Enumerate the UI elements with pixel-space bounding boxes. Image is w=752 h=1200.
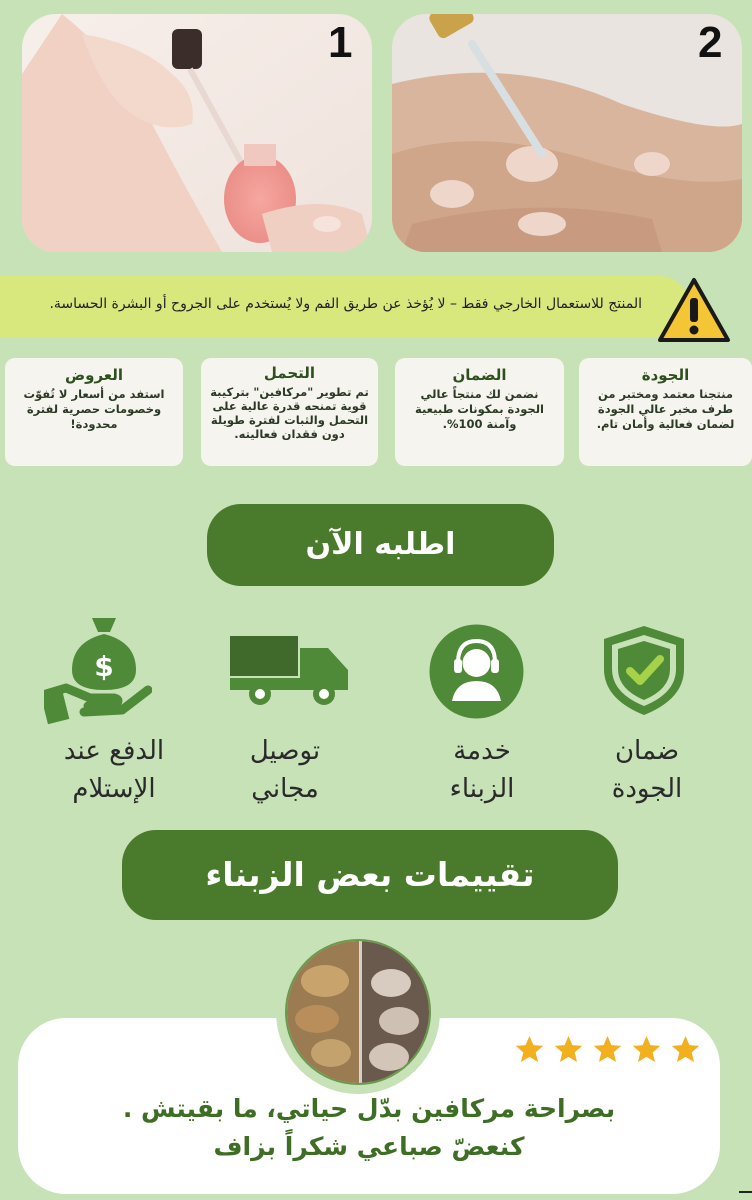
feature-card-offers	[5, 358, 183, 466]
edge-mark	[739, 1191, 752, 1193]
service-label-delivery: توصيل مجاني	[249, 736, 321, 804]
feature-card-durability	[201, 358, 378, 466]
photo-applying-oil	[22, 14, 372, 252]
review-text	[18, 1090, 720, 1166]
feature-card-guarantee	[395, 358, 564, 466]
photo-nail-dropper	[392, 14, 742, 252]
feature-body: منتجنا معتمد ومختبر من طرف مخبر عالي الجودة لضمان فعالية وأمان تام.	[596, 387, 735, 431]
star-icon	[553, 1034, 584, 1065]
rating-stars	[514, 1034, 701, 1065]
feature-card-quality	[579, 358, 752, 466]
feature-body: استفد من أسعار لا تُفوّت وخصومات حصرية لفترة محدودة!	[23, 387, 165, 431]
step-number-1: 1	[328, 18, 353, 67]
feature-title: الضمان	[452, 366, 507, 384]
service-label-quality: ضمان الجودة	[611, 736, 683, 804]
money-bag-hand-icon	[44, 614, 152, 726]
hand-dropper-photo	[22, 14, 372, 252]
feature-title: التحمل	[263, 364, 316, 382]
review-line-1: بصراحة مركافين بدّل حياتي، ما بقيتش .	[122, 1094, 616, 1123]
nail-dropper-photo	[392, 14, 742, 252]
before-after-nails-photo	[287, 941, 431, 1085]
star-icon	[514, 1034, 545, 1065]
warning-text: المنتج للاستعمال الخارجي فقط – لا يُؤخذ عن طريق الفم ولا يُستخدم على الجروح أو البشرة الحساسة.	[49, 296, 642, 312]
delivery-truck-icon	[230, 636, 350, 708]
star-icon	[592, 1034, 623, 1065]
feature-body: نضمن لك منتجاً عالي الجودة بمكونات طبيعية وآمنة 100%.	[415, 387, 544, 431]
warning-banner	[0, 276, 690, 338]
feature-title: العروض	[64, 366, 124, 384]
shield-check-icon	[600, 623, 688, 717]
star-icon	[631, 1034, 662, 1065]
order-now-button[interactable]: اطلبه الآن	[207, 504, 554, 586]
warning-triangle-icon	[657, 276, 731, 344]
star-icon	[670, 1034, 701, 1065]
review-line-2: كنعضّ صباعي شكراً بزاف	[213, 1132, 525, 1161]
reviewer-avatar	[276, 930, 440, 1094]
feature-body: تم تطوير "مركافين" بتركيبة قوية تمنحه قدرة عالية على التحمل والثبات لفترة طويلة دون فقدان فعاليته.	[210, 385, 369, 441]
customer-reviews-button[interactable]: تقييمات بعض الزبناء	[122, 830, 618, 920]
customer-service-icon	[428, 623, 525, 720]
svg-text:$: $	[94, 650, 114, 683]
feature-title: الجودة	[641, 366, 690, 384]
service-label-customer: خدمة الزبناء	[449, 736, 515, 804]
service-label-payment: الدفع عند الإستلام	[63, 736, 165, 804]
step-number-2: 2	[698, 18, 723, 67]
